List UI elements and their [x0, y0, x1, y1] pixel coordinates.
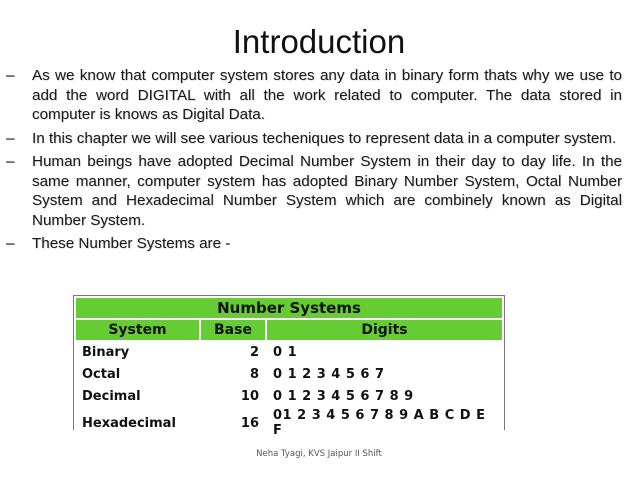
header-system: System	[75, 319, 200, 341]
bullet-item	[6, 234, 622, 254]
table-caption-row	[75, 297, 503, 319]
bullet-list	[6, 66, 622, 258]
table-row	[75, 363, 503, 385]
cell-system: Binary	[75, 341, 200, 363]
cell-digits: 01 2 3 4 5 6 7 8 9 A B C D E F	[266, 407, 503, 439]
cell-digits: 0 1	[266, 341, 503, 363]
footer-credit: Neha Tyagi, KVS Jaipur II Shift	[256, 449, 382, 459]
cell-base: 8	[200, 363, 266, 385]
number-systems-table	[74, 296, 504, 440]
bullet-marker: –	[6, 235, 15, 252]
bullet-item	[6, 152, 622, 230]
number-systems-table-container	[73, 295, 505, 438]
cell-system: Octal	[75, 363, 200, 385]
cell-base: 10	[200, 385, 266, 407]
header-base: Base	[200, 319, 266, 341]
bullet-text: As we know that computer system stores any data in binary form thats why we use to add the word DIGITAL with all the work related to computer. The data stored in computer is knows as Digital Data.	[32, 67, 622, 123]
header-digits: Digits	[266, 319, 503, 341]
cell-digits: 0 1 2 3 4 5 6 7 8 9	[266, 385, 503, 407]
table-header-row	[75, 319, 503, 341]
bullet-text: These Number Systems are -	[32, 235, 231, 252]
cell-digits: 0 1 2 3 4 5 6 7	[266, 363, 503, 385]
cell-system: Decimal	[75, 385, 200, 407]
bullet-marker: –	[6, 67, 15, 84]
table-caption: Number Systems	[75, 297, 503, 319]
bullet-item	[6, 129, 622, 149]
bullet-marker: –	[6, 129, 15, 147]
cell-base: 2	[200, 341, 266, 363]
slide-title: Introduction	[232, 23, 406, 60]
bullet-text: Human beings have adopted Decimal Number System in their day to day life. In the same manner, computer system has adopted Binary Number System, Octal Number System and Hexadecimal Number System which are combinely known as Digital Number System.	[32, 153, 622, 229]
table-row	[75, 407, 503, 439]
bullet-text: In this chapter we will see various techeniques to represent data in a computer system.	[32, 129, 617, 147]
cell-system: Hexadecimal	[75, 407, 200, 439]
bullet-marker: –	[6, 153, 15, 170]
table-row	[75, 341, 503, 363]
cell-base: 16	[200, 407, 266, 439]
bullet-item	[6, 66, 622, 125]
table-row	[75, 385, 503, 407]
